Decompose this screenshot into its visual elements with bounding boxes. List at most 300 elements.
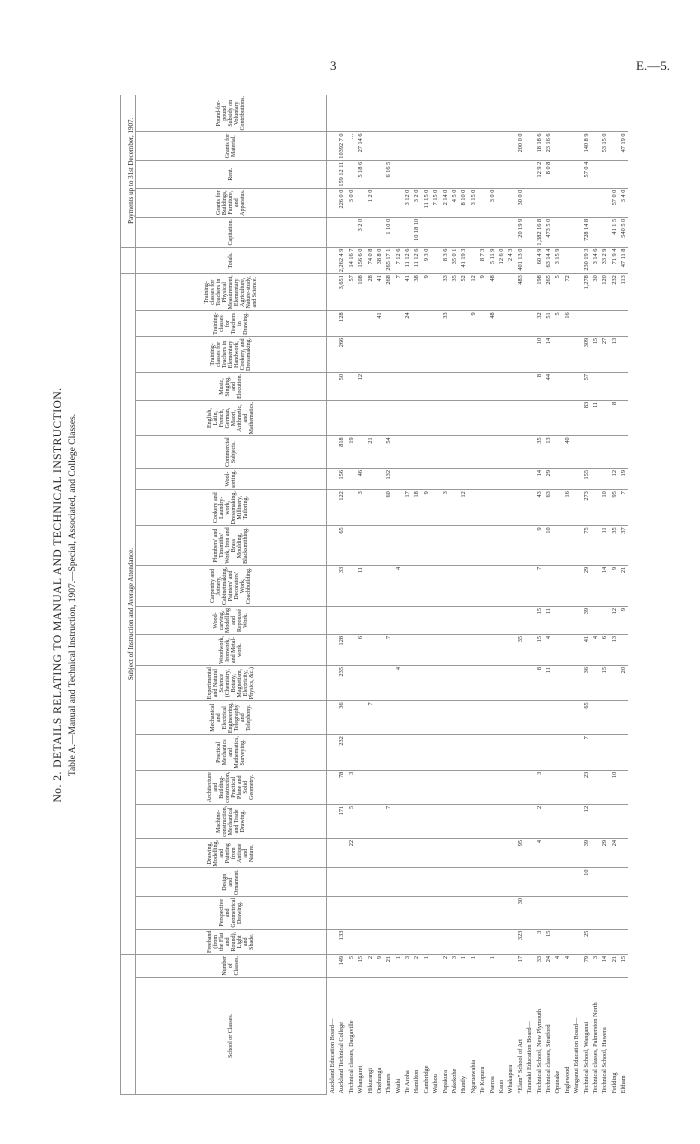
value-cell: 12: [468, 274, 477, 311]
value-cell: 12 6 0: [496, 247, 505, 274]
column-header: Drawing, Modelling, and Painting from Antique and Nature.: [136, 838, 327, 868]
value-cell: [458, 565, 467, 606]
value-cell: [477, 735, 486, 771]
value-cell: [402, 770, 411, 804]
value-cell: 7 12 6: [393, 247, 402, 274]
value-cell: 12: [458, 490, 467, 526]
value-cell: [412, 95, 421, 132]
value-cell: [562, 373, 571, 401]
value-cell: 33: [440, 311, 449, 336]
value-cell: [365, 160, 374, 188]
value-cell: [430, 132, 439, 160]
school-name-cell: Auckland Technical College: [338, 1022, 346, 1094]
value-cell: [430, 311, 439, 336]
value-cell: [327, 526, 337, 566]
value-cell: 83: [581, 400, 590, 436]
value-cell: [393, 311, 402, 336]
value-cell: [590, 188, 599, 217]
value-cell: 540 5 0: [618, 217, 627, 247]
value-cell: [477, 929, 486, 954]
value-cell: [327, 373, 337, 401]
value-cell: [449, 132, 458, 160]
value-cell: [440, 95, 449, 132]
column-header: Mechanical and Electrical Engineering, Telegraphy and Telephony.: [136, 701, 327, 735]
value-cell: [393, 635, 402, 666]
value-cell: [468, 868, 477, 896]
value-cell: [327, 929, 337, 954]
value-cell: [440, 607, 449, 635]
column-header: Totals.: [136, 247, 327, 274]
value-cell: [374, 188, 383, 217]
value-cell: [562, 336, 571, 372]
value-cell: [524, 770, 533, 804]
value-cell: [402, 868, 411, 896]
value-cell: [421, 804, 430, 838]
value-cell: [552, 490, 561, 526]
value-cell: [543, 95, 552, 132]
value-cell: 4: [393, 565, 402, 606]
value-cell: [571, 607, 580, 635]
value-cell: 14: [599, 954, 608, 977]
value-cell: [496, 954, 505, 977]
value-cell: [365, 896, 374, 929]
value-cell: [430, 526, 439, 566]
value-cell: [590, 770, 599, 804]
value-cell: [571, 436, 580, 469]
value-cell: [440, 666, 449, 701]
value-cell: [571, 838, 580, 868]
value-cell: [421, 929, 430, 954]
value-cell: 63 14 4: [543, 247, 552, 274]
value-cell: 140 8 9: [581, 132, 590, 160]
document-title: No. 2. DETAILS RELATING TO MANUAL AND TECHNICAL INSTRUCTION.: [52, 387, 64, 803]
value-cell: [581, 896, 590, 929]
table-row: [487, 95, 496, 1095]
value-cell: [430, 160, 439, 188]
value-cell: 11: [543, 666, 552, 701]
value-cell: 232: [609, 274, 618, 311]
value-cell: 3: [402, 954, 411, 977]
value-cell: [487, 701, 496, 735]
value-cell: 8 3 6: [440, 247, 449, 274]
value-cell: [327, 868, 337, 896]
value-cell: [402, 400, 411, 436]
value-cell: [402, 666, 411, 701]
school-name-cell: Hikurangi: [366, 1067, 374, 1094]
value-cell: [327, 490, 337, 526]
value-cell: [365, 469, 374, 490]
column-header: Training-classes for Teachers in Elementary Handwork, Cookery, and Dressmaking.: [136, 336, 327, 372]
value-cell: 21: [383, 954, 392, 977]
value-cell: 200 0 0: [515, 132, 524, 160]
value-cell: [552, 607, 561, 635]
value-cell: [383, 929, 392, 954]
value-cell: 15: [534, 635, 543, 666]
table-row: [562, 95, 571, 1095]
value-cell: 122: [336, 490, 345, 526]
value-cell: 17: [515, 954, 524, 977]
value-cell: [477, 838, 486, 868]
value-cell: [374, 373, 383, 401]
value-cell: [505, 490, 514, 526]
table-row: [468, 95, 477, 1095]
value-cell: [402, 469, 411, 490]
value-cell: [562, 804, 571, 838]
value-cell: [477, 565, 486, 606]
value-cell: [477, 95, 486, 132]
value-cell: [609, 735, 618, 771]
value-cell: [618, 635, 627, 666]
value-cell: 35: [515, 635, 524, 666]
value-cell: [393, 929, 402, 954]
value-cell: [430, 247, 439, 274]
value-cell: 3: [440, 490, 449, 526]
value-cell: [374, 565, 383, 606]
value-cell: [590, 607, 599, 635]
table-row: [336, 95, 345, 1095]
value-cell: [534, 735, 543, 771]
value-cell: [355, 95, 364, 132]
group-header-row: [121, 95, 136, 1095]
value-cell: [327, 701, 337, 735]
value-cell: [562, 770, 571, 804]
value-cell: [402, 607, 411, 635]
value-cell: [524, 838, 533, 868]
value-cell: 24: [543, 954, 552, 977]
value-cell: [468, 607, 477, 635]
value-cell: [458, 896, 467, 929]
value-cell: [355, 311, 364, 336]
value-cell: [571, 954, 580, 977]
value-cell: 3 2 0: [355, 217, 364, 247]
school-name-cell: Feilding: [610, 1072, 618, 1094]
column-header: Woodwork, Ironwork, and Metal-work.: [136, 635, 327, 666]
value-cell: [412, 666, 421, 701]
value-cell: [374, 400, 383, 436]
value-cell: [487, 929, 496, 954]
value-cell: 35: [534, 436, 543, 469]
value-cell: [402, 635, 411, 666]
table-row: [346, 95, 355, 1095]
value-cell: [590, 701, 599, 735]
value-cell: [421, 666, 430, 701]
value-cell: [468, 373, 477, 401]
column-header: Music, Singing, and Elocution.: [136, 373, 327, 401]
value-cell: [524, 666, 533, 701]
value-cell: [374, 336, 383, 372]
value-cell: [590, 95, 599, 132]
school-name-cell: Technical classes, Stratford: [544, 1024, 552, 1094]
value-cell: [505, 701, 514, 735]
table-row: [609, 95, 618, 1095]
value-cell: [393, 95, 402, 132]
value-cell: [505, 436, 514, 469]
value-cell: [609, 929, 618, 954]
value-cell: [430, 217, 439, 247]
value-cell: [581, 311, 590, 336]
value-cell: [468, 336, 477, 372]
value-cell: 60 4 9: [534, 247, 543, 274]
value-cell: [543, 701, 552, 735]
value-cell: 1: [458, 954, 467, 977]
value-cell: 5: [552, 311, 561, 336]
school-name-cell: Thames: [385, 1073, 393, 1094]
value-cell: [477, 804, 486, 838]
value-cell: [440, 929, 449, 954]
value-cell: [393, 132, 402, 160]
value-cell: [599, 607, 608, 635]
column-header: Freehand (from the Flat and Round), Light and Shade.: [136, 929, 327, 954]
value-cell: [449, 490, 458, 526]
value-cell: [496, 526, 505, 566]
value-cell: [496, 896, 505, 929]
value-cell: [402, 838, 411, 868]
value-cell: [412, 607, 421, 635]
value-cell: [496, 217, 505, 247]
value-cell: [515, 565, 524, 606]
value-cell: [346, 635, 355, 666]
value-cell: [552, 635, 561, 666]
value-cell: [383, 336, 392, 372]
value-cell: [571, 896, 580, 929]
value-cell: 43: [534, 490, 543, 526]
value-cell: [487, 490, 496, 526]
value-cell: [449, 868, 458, 896]
value-cell: [590, 804, 599, 838]
value-cell: [365, 666, 374, 701]
value-cell: 33 2 9: [599, 247, 608, 274]
value-cell: [458, 160, 467, 188]
value-cell: 46: [355, 469, 364, 490]
value-cell: 74 0 8: [365, 247, 374, 274]
table-row: [590, 95, 599, 1095]
value-cell: [430, 274, 439, 311]
value-cell: 7: [365, 701, 374, 735]
value-cell: [393, 436, 402, 469]
value-cell: [515, 666, 524, 701]
value-cell: 473 5 0: [543, 217, 552, 247]
value-cell: 24: [609, 838, 618, 868]
column-header: Training-classes for Teachers in Physical Measurement, Elementary Agriculture, Nature-study, and Science.: [136, 274, 327, 311]
value-cell: [430, 607, 439, 635]
value-cell: 10: [581, 868, 590, 896]
value-cell: 63: [543, 490, 552, 526]
value-cell: [599, 770, 608, 804]
value-cell: [609, 160, 618, 188]
value-cell: [477, 400, 486, 436]
value-cell: [458, 400, 467, 436]
value-cell: [393, 896, 402, 929]
value-cell: [618, 735, 627, 771]
value-cell: 29: [599, 838, 608, 868]
value-cell: [562, 838, 571, 868]
school-name-cell: Paeroa: [488, 1076, 496, 1094]
value-cell: [449, 896, 458, 929]
value-cell: [599, 929, 608, 954]
school-name-cell: Opunake: [554, 1070, 562, 1094]
value-cell: 41: [402, 274, 411, 311]
value-cell: [440, 868, 449, 896]
value-cell: [552, 373, 561, 401]
column-header: Experimental and Natural Science (Chemistry, Botany, Magnetism, Electricity, Physics, &c.): [136, 666, 327, 701]
value-cell: [430, 336, 439, 372]
table-row: [534, 95, 543, 1095]
value-cell: 3: [590, 954, 599, 977]
value-cell: [327, 95, 337, 132]
value-cell: [458, 607, 467, 635]
value-cell: [365, 929, 374, 954]
value-cell: [393, 188, 402, 217]
value-cell: [374, 838, 383, 868]
value-cell: 57 0 4: [581, 160, 590, 188]
value-cell: [346, 565, 355, 606]
value-cell: [449, 804, 458, 838]
value-cell: 6 16 5: [383, 160, 392, 188]
value-cell: 14: [543, 336, 552, 372]
value-cell: [618, 436, 627, 469]
value-cell: [505, 373, 514, 401]
value-cell: [515, 490, 524, 526]
value-cell: [336, 217, 345, 247]
value-cell: [562, 666, 571, 701]
value-cell: [562, 95, 571, 132]
value-cell: 5 18 6: [355, 160, 364, 188]
table-subtitle: Table A.—Manual and Technical Instruction, 1907.—Special, Associated, and College Classes.: [68, 413, 78, 777]
value-cell: [590, 929, 599, 954]
value-cell: [402, 217, 411, 247]
value-cell: [365, 217, 374, 247]
value-cell: [524, 490, 533, 526]
value-cell: [421, 160, 430, 188]
value-cell: 7: [383, 804, 392, 838]
value-cell: 5: [552, 274, 561, 311]
value-cell: [487, 804, 496, 838]
value-cell: [524, 635, 533, 666]
value-cell: [440, 132, 449, 160]
value-cell: [590, 526, 599, 566]
value-cell: [365, 400, 374, 436]
value-cell: 27: [599, 336, 608, 372]
value-cell: [477, 666, 486, 701]
value-cell: [383, 868, 392, 896]
value-cell: 3: [355, 490, 364, 526]
value-cell: [449, 929, 458, 954]
value-cell: 9: [618, 607, 627, 635]
value-cell: [552, 565, 561, 606]
value-cell: [365, 635, 374, 666]
column-header: Wool-sorting.: [136, 469, 327, 490]
value-cell: [552, 804, 561, 838]
value-cell: 29: [581, 565, 590, 606]
value-cell: [458, 311, 467, 336]
value-cell: 18: [412, 490, 421, 526]
value-cell: [458, 373, 467, 401]
value-cell: [430, 868, 439, 896]
value-cell: [449, 635, 458, 666]
value-cell: [440, 217, 449, 247]
value-cell: 57: [346, 274, 355, 311]
value-cell: 40: [562, 436, 571, 469]
value-cell: [562, 929, 571, 954]
table-row: [355, 95, 364, 1095]
value-cell: 4: [562, 954, 571, 977]
table-row: [477, 95, 486, 1095]
value-cell: 3 2 0: [412, 188, 421, 217]
value-cell: 309: [581, 336, 590, 372]
value-cell: 2: [534, 804, 543, 838]
value-cell: [458, 770, 467, 804]
value-cell: [562, 160, 571, 188]
value-cell: [477, 132, 486, 160]
value-cell: [458, 868, 467, 896]
value-cell: [524, 954, 533, 977]
value-cell: [524, 160, 533, 188]
value-cell: 14: [599, 565, 608, 606]
value-cell: [562, 735, 571, 771]
value-cell: [505, 160, 514, 188]
value-cell: [327, 896, 337, 929]
value-cell: [599, 160, 608, 188]
value-cell: [524, 132, 533, 160]
column-header: Number of Classes.: [136, 954, 327, 977]
value-cell: [562, 565, 571, 606]
value-cell: [327, 217, 337, 247]
value-cell: [440, 526, 449, 566]
value-cell: [421, 701, 430, 735]
value-cell: [618, 160, 627, 188]
value-cell: 7: [383, 635, 392, 666]
value-cell: [562, 607, 571, 635]
value-cell: [355, 400, 364, 436]
value-cell: [505, 526, 514, 566]
value-cell: [430, 490, 439, 526]
value-cell: 3 15 9: [552, 247, 561, 274]
school-name-cell: Taranaki Education Board—: [526, 1021, 534, 1094]
value-cell: [365, 526, 374, 566]
value-cell: [412, 311, 421, 336]
value-cell: [571, 373, 580, 401]
value-cell: 12: [355, 373, 364, 401]
value-cell: [365, 132, 374, 160]
value-cell: [524, 929, 533, 954]
value-cell: 27 14 6: [355, 132, 364, 160]
value-cell: [393, 336, 402, 372]
value-cell: [393, 490, 402, 526]
value-cell: 2 14 0: [440, 188, 449, 217]
value-cell: [393, 160, 402, 188]
value-cell: [421, 896, 430, 929]
value-cell: [581, 436, 590, 469]
value-cell: [393, 373, 402, 401]
value-cell: [609, 868, 618, 896]
value-cell: 7: [618, 490, 627, 526]
table-row: [543, 95, 552, 1095]
value-cell: [599, 896, 608, 929]
value-cell: [327, 400, 337, 436]
value-cell: [543, 838, 552, 868]
value-cell: [383, 770, 392, 804]
value-cell: 5: [346, 954, 355, 977]
value-cell: [327, 247, 337, 274]
school-name-cell: Papakura: [441, 1070, 449, 1094]
value-cell: [515, 373, 524, 401]
school-name-cell: Eltham: [620, 1075, 628, 1094]
value-cell: 226 0 0: [336, 188, 345, 217]
value-cell: 12 9 2: [534, 160, 543, 188]
value-cell: [327, 770, 337, 804]
value-cell: [496, 770, 505, 804]
value-cell: 3 14 6: [590, 247, 599, 274]
